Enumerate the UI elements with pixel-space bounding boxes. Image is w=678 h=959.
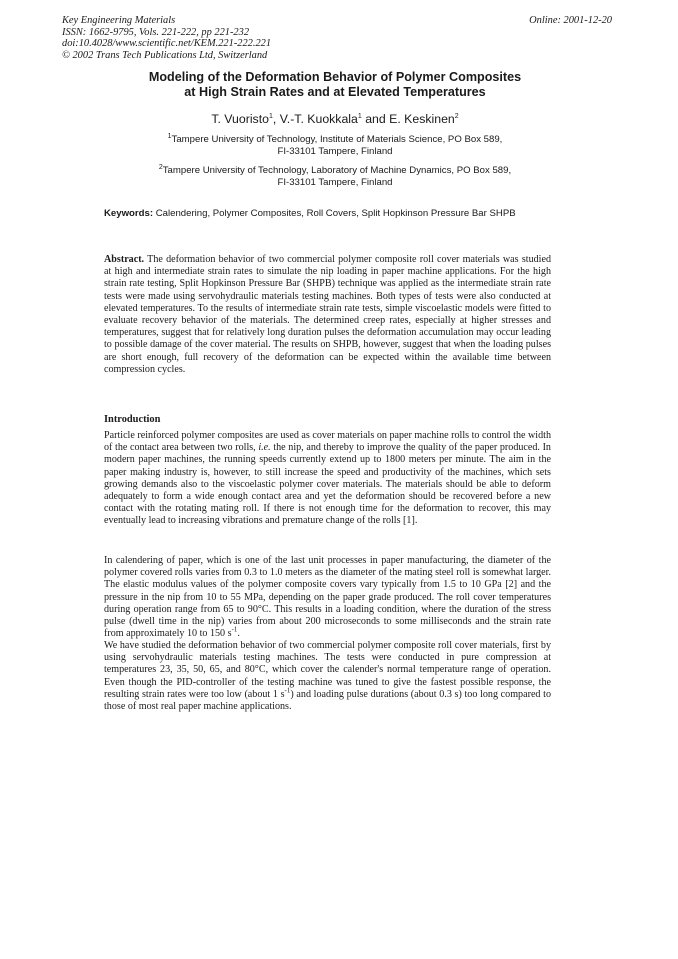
- title-line-2: at High Strain Rates and at Elevated Temperatures: [184, 85, 486, 99]
- online-date: Online: 2001-12-20: [529, 15, 612, 26]
- affiliation-2: [100, 165, 570, 189]
- author-list: T. Vuoristo$^1$, V.-T. Kuokkala$^1$ and E. Keskinen$^2$: [211, 112, 459, 126]
- intro-p2-end: .: [237, 628, 240, 640]
- intro-p1-text-a: Particle reinforced polymer composites are used as cover materials on paper machine rolls to control the width of the contact area between two rolls,: [104, 430, 551, 454]
- affiliation-1-line-1: Tampere University of Technology, Institute of Materials Science, PO Box 589,: [171, 134, 503, 145]
- affiliation-2-line-2: FI-33101 Tampere, Finland: [277, 177, 393, 188]
- intro-p3-text-a: We have studied the deformation behavior of two commercial polymer composite roll cover materials, first by using servohydraulic materials testing machines. The tests were conducted in pure compression at temperatures 23, 35, 50, 65, and 80°C, which cover the calender's normal temperature range of operation. Even though the PID-controller of the testing machine was tuned to give the fastest possible response, the resulting strain rates were too low (about 1 s: [104, 640, 551, 700]
- introduction-heading: Introduction: [104, 414, 161, 425]
- affiliation-2-sup: 2: [158, 163, 163, 171]
- intro-p3-text-b: ) and loading pulse durations (about 0.3 s) too long compared to those of most real paper machine applications.: [104, 688, 551, 713]
- journal-header: [62, 15, 271, 61]
- intro-p2-text: In calendering of paper, which is one of the last unit processes in paper manufacturing, the diameter of the polymer covered rolls varies from 0.3 to 1.0 meters as the diameter of the mating steel roll is somewhat larger. The elastic modulus values of the polymer composite covers vary typically from 1.5 to 10 GPa [2] and the pressure in the nip from 10 to 55 MPa, depending on the paper grade produced. The roll cover temperatures during operation range from 65 to 90°C. This results in a loading condition, where the duration of the stress pulse (dwell time in the nip) varies from about 200 microseconds to some milliseconds and the strain rate from approximately 10 to 150 s: [104, 555, 551, 640]
- paper-title: [100, 70, 570, 100]
- copyright-line: © 2002 Trans Tech Publications Ltd, Switzerland: [62, 49, 268, 61]
- author-2-sup: 1: [357, 112, 362, 120]
- author-3: and E. Keskinen: [361, 112, 455, 126]
- intro-p3-sup: -1: [284, 686, 291, 695]
- affiliation-2-line-1: Tampere University of Technology, Laboratory of Machine Dynamics, PO Box 589,: [162, 165, 512, 176]
- abstract: [104, 254, 551, 376]
- abstract-label: Abstract.: [104, 254, 145, 265]
- journal-name: Key Engineering Materials: [62, 15, 176, 26]
- doi-line: doi:10.4028/www.scientific.net/KEM.221-222.221: [62, 38, 272, 50]
- affiliation-1-line-2: FI-33101 Tampere, Finland: [277, 146, 393, 157]
- author-2: V.-T. Kuokkala: [279, 112, 358, 126]
- intro-paragraph-1: [104, 430, 551, 528]
- author-1: T. Vuoristo: [211, 112, 269, 126]
- intro-p1-ie: i.e.: [258, 442, 271, 454]
- keywords-text: Calendering, Polymer Composites, Roll Covers, Split Hopkinson Pressure Bar SHPB: [155, 208, 516, 219]
- keywords-label: Keywords:: [104, 208, 154, 219]
- issn-line: ISSN: 1662-9795, Vols. 221-222, pp 221-232: [62, 26, 250, 38]
- intro-paragraph-3: [104, 640, 551, 713]
- title-line-1: Modeling of the Deformation Behavior of Polymer Composites: [148, 70, 522, 84]
- intro-p2-sup: -1: [231, 625, 238, 634]
- author-3-sup: 2: [454, 112, 459, 120]
- keywords: [104, 208, 574, 219]
- abstract-text: The deformation behavior of two commercial polymer composite roll cover materials was studied at high and intermediate strain rates to simulate the nip loading in paper machine applications. For the high strain rate testing, Split Hopkinson Pressure Bar (SHPB) technique was applied as the intermediate strain rate tests were made using servohydraulic materials testing machines. Both types of tests were also conducted at elevated temperatures. To the results of intermediate strain rate tests, simple viscoelastic models were fitted to evaluate recovery behavior of the materials. The determined creep rates, especially at higher stresses and temperatures, suggest that for relatively long duration pulses the deformation accumulation may occur leading to possible damage of the cover material. The results on SHPB, however, suggest that when the loading pulses are short enough, full recovery of the deformation can be expected within the available time between compression cycles.: [104, 254, 551, 375]
- affiliation-1-sup: 1: [167, 132, 172, 140]
- intro-paragraph-2: [104, 555, 551, 640]
- affiliation-1: [100, 134, 570, 158]
- author-1-sup: 1: [268, 112, 273, 120]
- intro-p1-text-b: the nip, and thereby to improve the quality of the paper produced. In modern paper machines, the running speeds currently extend up to 1800 meters per minute. The aim in the paper making industry is, however, to still increase the speed and productivity of the machines, which sets growing demands also to the viscoelastic polymer cover materials. The materials should be able to deform adequately to form a wide enough contact area and yet the deformation should be recovered before a new contact with the rotating mating roll. If there is not enough time for the deformation to recover, this may eventually lead to increasing vibrations and premature change of the rolls [1].: [104, 442, 551, 527]
